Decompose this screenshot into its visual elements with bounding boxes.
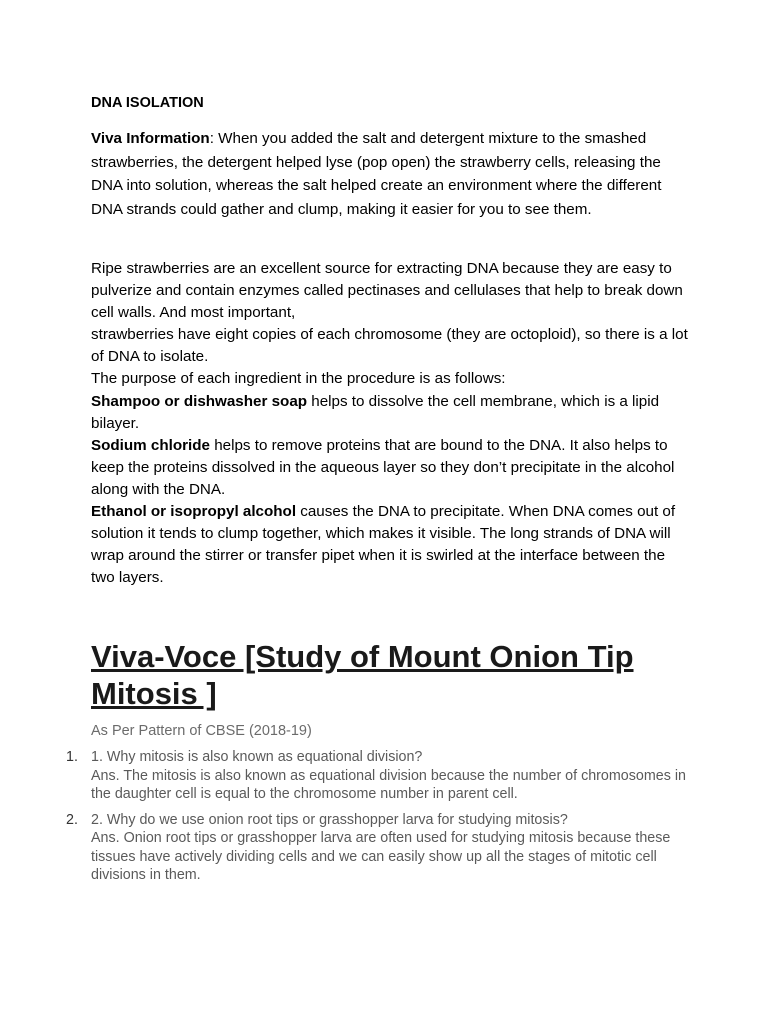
question-text: 2. Why do we use onion root tips or grasshopper larva for studying mitosis? — [91, 811, 568, 828]
answer-text: Ans. The mitosis is also known as equational division because the number of chromosomes in the daughter cell is equal to the chromosome number in parent cell. — [91, 767, 686, 802]
viva-information-paragraph — [91, 127, 691, 221]
viva-voce-title: Viva-Voce [Study of Mount Onion Tip Mitosis ] — [91, 639, 634, 711]
shampoo-label: Shampoo or dishwasher soap — [91, 392, 308, 410]
list-item — [66, 748, 706, 804]
doc-title: DNA ISOLATION — [91, 95, 204, 111]
list-item-number: 2. — [66, 811, 78, 828]
viva-voce-subtitle: As Per Pattern of CBSE (2018-19) — [91, 723, 312, 739]
ethanol-text: causes the DNA to precipitate. When DNA comes out of solution it tends to clump together, which makes it visible. The long strands of DNA will wrap around the stirrer or transfer pipet when it is swirled at the interface between the two layers. — [91, 503, 676, 587]
sodium-label: Sodium chloride — [91, 436, 210, 454]
viva-information-label: Viva Information — [91, 130, 210, 147]
list-item — [66, 811, 706, 885]
question-list — [66, 748, 706, 892]
list-item-number: 1. — [66, 749, 78, 765]
octoploid-text: strawberries have eight copies of each chromosome (they are octoploid), so there is a lot of DNA to isolate. — [91, 326, 688, 366]
sodium-item — [91, 435, 691, 501]
question-text: 1. Why mitosis is also known as equational division? — [91, 749, 423, 765]
shampoo-text: helps to dissolve the cell membrane, which is a lipid bilayer. — [91, 392, 660, 432]
sodium-text: helps to remove proteins that are bound to the DNA. It also helps to keep the proteins dissolved in the aqueous layer so they don’t precipitate in the alcohol along with the DNA. — [91, 436, 675, 498]
viva-information-text: : When you added the salt and detergent mixture to the smashed strawberries, the detergent helped lyse (pop open) the strawberry cells, releasing the DNA into solution, whereas the salt helped create an environment where the different DNA strands could gather and clump, making it easier for you to see them. — [91, 130, 662, 218]
ethanol-item — [91, 501, 691, 589]
strawberry-body — [91, 258, 691, 589]
answer-text: Ans. Onion root tips or grasshopper larva are often used for studying mitosis because these tissues have actively dividing cells and we can easily show up all the stages of mitotic cell divisions in them. — [91, 830, 671, 883]
purpose-text: The purpose of each ingredient in the procedure is as follows: — [91, 370, 506, 388]
shampoo-item — [91, 391, 691, 435]
intro-text: Ripe strawberries are an excellent source for extracting DNA because they are easy to pulverize and contain enzymes called pectinases and cellulases that help to break down cell walls. And most important, — [91, 260, 683, 322]
ethanol-label: Ethanol or isopropyl alcohol — [91, 503, 297, 521]
